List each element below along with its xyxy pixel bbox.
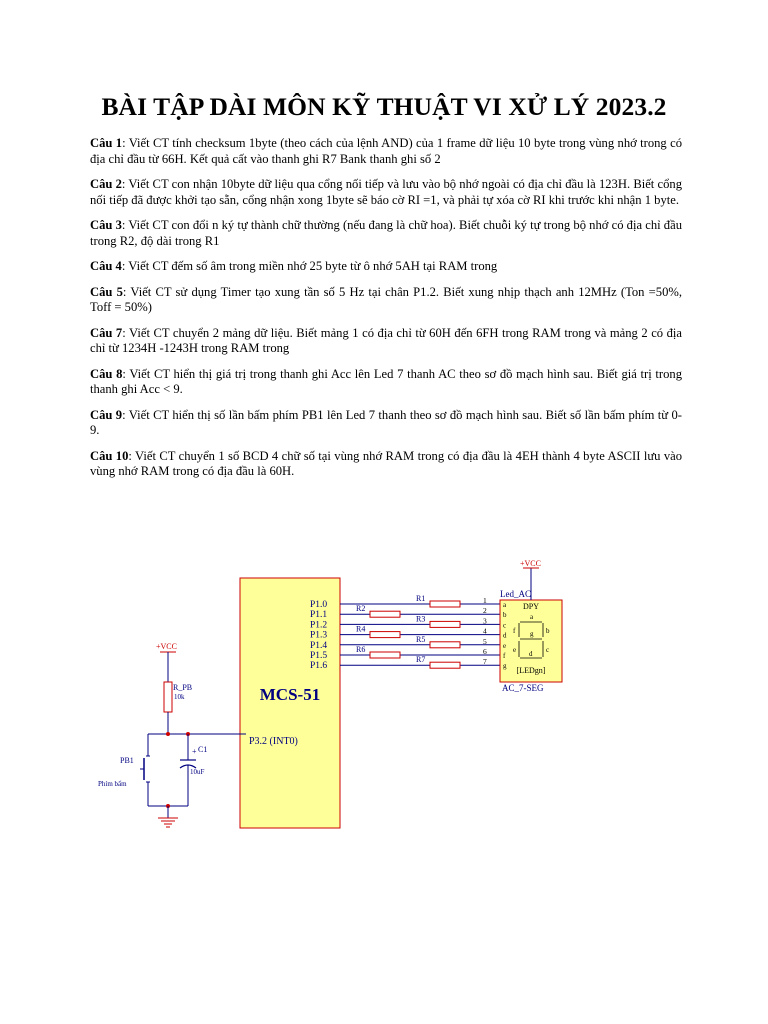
question-label: Câu 7 — [90, 325, 123, 340]
segment-resistor — [430, 601, 460, 607]
question-label: Câu 8 — [90, 366, 123, 381]
question-text: : Viết CT sử dụng Timer tạo xung tần số 5 Hz tại chân P1.2. Biết xung nhịp thạch anh 12MHz (Ton =50%, Toff = 50%) — [90, 284, 682, 314]
led-type: AC_7-SEG — [502, 683, 544, 693]
question-text: : Viết CT con nhận 10byte dữ liệu qua cổng nối tiếp và lưu vào bộ nhớ ngoài có địa chỉ đầu là 123H. Biết cổng nối tiếp đã được khởi tạo sẵn, cổng nhận xong 1byte sẽ báo cờ RI =1, và phải tự xóa cờ RI khi trước khi nhận 1 byte. — [90, 177, 682, 207]
question-text: : Viết CT chuyển 2 mảng dữ liệu. Biết mảng 1 có địa chỉ từ 60H đến 6FH trong RAM trong và mảng 2 có địa chỉ từ 1234H -1243H trong RAM trong — [90, 325, 682, 355]
port-pin-label: P1.5 — [310, 651, 328, 661]
resistor-label: R6 — [356, 645, 366, 654]
port-pin-label: P1.1 — [310, 610, 328, 621]
question-text: : Viết CT con đổi n ký tự thành chữ thường (nếu đang là chữ hoa). Biết chuỗi ký tự trong bộ nhớ có địa chỉ đầu trong R2, độ dài trong R1 — [90, 218, 682, 248]
segment-resistor — [370, 632, 400, 638]
led-pin-segment: a — [503, 601, 507, 609]
svg-text:e: e — [513, 646, 517, 654]
page-title: BÀI TẬP DÀI MÔN KỸ THUẬT VI XỬ LÝ 2023.2 — [101, 92, 667, 121]
svg-text:b: b — [546, 627, 550, 635]
led-pin-number: 1 — [483, 596, 487, 605]
question-label: Câu 5 — [90, 284, 123, 299]
question-text: : Viết CT đếm số âm trong miền nhớ 25 byte từ ô nhớ 5AH tại RAM trong — [121, 259, 498, 273]
mcu-label: MCS-51 — [259, 685, 321, 704]
led-pin-number: 2 — [483, 606, 487, 616]
led-pin-segment: d — [503, 631, 507, 640]
led-pin-segment: g — [503, 662, 507, 671]
question-label: Câu 9 — [90, 407, 123, 422]
cap-plus: + — [192, 747, 197, 756]
question-text: : Viết CT hiển thị giá trị trong thanh ghi Acc lên Led 7 thanh AC theo sơ đồ mạch hình sau. Biết giá trị trong thanh ghi Acc < 9. — [90, 366, 683, 396]
question-text: : Viết CT chuyển 1 số BCD 4 chữ số tại vùng nhớ RAM trong có địa đầu là 4EH thành 4 byte ASCII lưu vào vùng nhớ RAM trong có địa đầu là 60H. — [90, 448, 683, 478]
vcc-left-label: +VCC — [156, 642, 177, 651]
question-text: : Viết CT tính checksum 1byte (theo cách của lệnh AND) của 1 frame dữ liệu 10 byte trong vùng nhớ trong có địa chỉ đầu từ 66H. Kết quả cất vào thanh ghi R7 Bank thanh ghi số 2 — [90, 136, 682, 166]
cap-name: C1 — [198, 745, 208, 754]
rpb-resistor — [164, 682, 172, 712]
svg-text:c: c — [546, 646, 550, 654]
question-label: Câu 3 — [90, 218, 122, 232]
port-pins — [310, 600, 327, 671]
port-pin-label: P1.3 — [310, 630, 328, 641]
port-pin-label: P1.6 — [310, 661, 328, 672]
led-pin-segment: f — [503, 652, 506, 660]
rpb-name: R_PB — [173, 683, 193, 692]
cap-value: 10uF — [190, 768, 205, 776]
question-label: Câu 4 — [90, 259, 122, 273]
svg-text:f: f — [513, 627, 516, 635]
pb1-name: PB1 — [120, 756, 134, 765]
int-pin-label: P3.2 (INT0) — [249, 736, 298, 747]
segment-resistor — [430, 662, 460, 668]
port-pin-label: P1.2 — [310, 620, 328, 631]
vcc-right-label: +VCC — [520, 559, 541, 568]
port-pin-label: P1.0 — [310, 600, 328, 610]
resistor-label: R7 — [416, 655, 426, 665]
svg-text:g: g — [530, 630, 534, 638]
question-label: Câu 1 — [90, 136, 123, 150]
rpb-value: 10k — [174, 693, 185, 701]
led-pin-number: 3 — [483, 616, 487, 626]
segment-resistor — [370, 652, 400, 658]
segment-resistor — [370, 611, 400, 617]
led-pin-number: 6 — [483, 647, 487, 656]
led-dpy: DPY — [522, 602, 540, 611]
pb1-desc: Phím bấm — [98, 780, 127, 788]
resistor-label: R5 — [416, 634, 426, 644]
led-pin-segment: c — [503, 621, 507, 630]
segment-resistor — [430, 642, 460, 648]
led-pin-number: 4 — [483, 626, 487, 636]
resistor-label: R2 — [356, 604, 366, 614]
led-pin-segment: e — [503, 641, 507, 650]
svg-text:d: d — [529, 650, 533, 658]
svg-text:a: a — [530, 613, 534, 621]
question-label: Câu 10 — [90, 448, 129, 463]
port-pin-label: P1.4 — [310, 640, 328, 651]
question-text: : Viết CT hiển thị số lần bấm phím PB1 lên Led 7 thanh theo sơ đồ mạch hình sau. Biết số lần bấm phím từ 0-9. — [90, 407, 682, 437]
led-inner: [LEDgn] — [516, 666, 546, 675]
ground-symbol — [158, 818, 178, 827]
led-pin-number: 5 — [483, 636, 487, 646]
resistor-label: R4 — [356, 624, 366, 634]
led-pin-segment: b — [503, 611, 507, 620]
segment-resistor — [430, 621, 460, 627]
resistor-label: R3 — [416, 614, 426, 624]
question-label: Câu 2 — [90, 177, 122, 191]
led-pin-number: 7 — [483, 657, 487, 667]
led-pin-labels — [483, 596, 507, 670]
resistor-label: R1 — [416, 594, 426, 603]
led-name: Led_AC — [500, 589, 531, 599]
